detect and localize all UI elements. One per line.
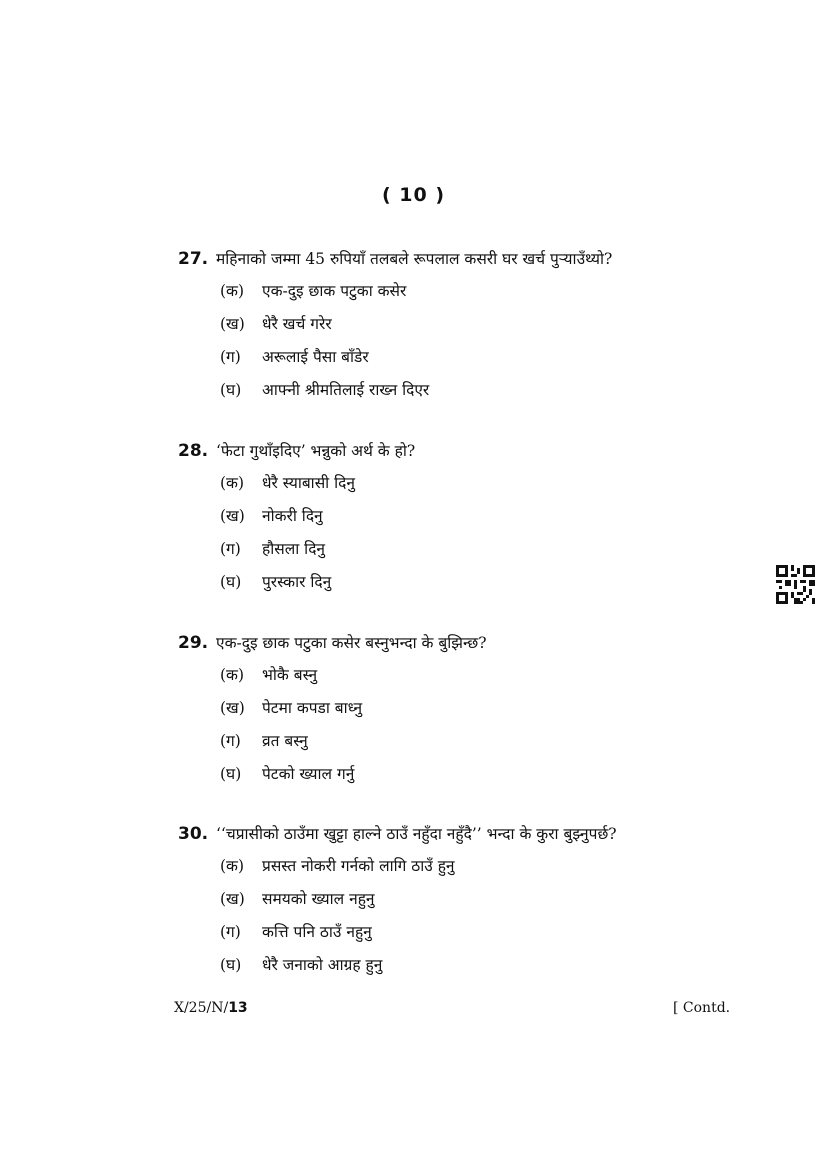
question-text: एक-दुइ छाक पटुका कसेर बस्नुभन्दा के बुझिन्छ? xyxy=(216,634,487,652)
question-29 xyxy=(178,631,738,795)
option-label: (ख) xyxy=(220,699,245,717)
option xyxy=(220,729,738,762)
option-label: (घ) xyxy=(220,956,242,974)
option xyxy=(220,663,738,696)
question-number: 27. xyxy=(178,249,209,269)
question-30 xyxy=(178,822,738,986)
option xyxy=(220,887,738,920)
option-text: नोकरी दिनु xyxy=(262,507,323,525)
option xyxy=(220,504,738,537)
option-label: (ग) xyxy=(220,348,241,366)
option-label: (क) xyxy=(220,857,244,875)
question-27 xyxy=(178,247,738,411)
option xyxy=(220,312,738,345)
option-label: (ग) xyxy=(220,540,241,558)
option xyxy=(220,471,738,504)
option-label: (घ) xyxy=(220,573,242,591)
option-text: पेटमा कपडा बाध्नु xyxy=(262,699,363,717)
option-text: आफ्नी श्रीमतिलाई राख्न दिएर xyxy=(262,381,430,399)
option xyxy=(220,762,738,795)
option-text: पुरस्कार दिनु xyxy=(262,573,332,591)
continued-label: [ Contd. xyxy=(673,1000,731,1016)
option xyxy=(220,696,738,729)
option-text: धेरै खर्च गरेर xyxy=(262,315,332,333)
option xyxy=(220,920,738,953)
option-text: हौसला दिनु xyxy=(262,540,326,558)
option-label: (क) xyxy=(220,474,244,492)
paper-code xyxy=(174,1000,248,1016)
option xyxy=(220,378,738,411)
option xyxy=(220,279,738,312)
option-text: पेटको ख्याल गर्नु xyxy=(262,765,355,783)
option-label: (ख) xyxy=(220,507,245,525)
option-label: (ख) xyxy=(220,890,245,908)
option-text: प्रसस्त नोकरी गर्नको लागि ठाउँ हुनु xyxy=(262,857,455,875)
option xyxy=(220,345,738,378)
option-text: व्रत बस्नु xyxy=(262,732,308,750)
option-text: समयको ख्याल नहुनु xyxy=(262,890,375,908)
option xyxy=(220,953,738,986)
option-text: एक-दुइ छाक पटुका कसेर xyxy=(262,282,407,300)
option-label: (क) xyxy=(220,282,244,300)
option-label: (ग) xyxy=(220,923,241,941)
option-text: भोकै बस्नु xyxy=(262,666,318,684)
question-28 xyxy=(178,439,738,603)
page-number: ( 10 ) xyxy=(381,184,446,206)
paper-code-number: 13 xyxy=(228,1000,248,1016)
question-text: ‘‘चप्रासीको ठाउँमा खुट्टा हाल्ने ठाउँ नहुँदा नहुँदै’’ भन्दा के कुरा बुझ्नुपर्छ? xyxy=(216,825,617,843)
option-label: (क) xyxy=(220,666,244,684)
qr-code-icon xyxy=(776,565,815,604)
option-label: (घ) xyxy=(220,381,242,399)
question-number: 29. xyxy=(178,633,209,653)
option-text: धेरै स्याबासी दिनु xyxy=(262,474,355,492)
option xyxy=(220,854,738,887)
option-label: (ख) xyxy=(220,315,245,333)
option-label: (ग) xyxy=(220,732,241,750)
option xyxy=(220,570,738,603)
question-number: 28. xyxy=(178,441,209,461)
option-text: कत्ति पनि ठाउँ नहुनु xyxy=(262,923,372,941)
paper-code-prefix: X/25/N/ xyxy=(174,1000,229,1016)
question-text: ‘फेटा गुथाँइदिए’ भन्नुको अर्थ के हो? xyxy=(216,442,416,460)
option-label: (घ) xyxy=(220,765,242,783)
question-number: 30. xyxy=(178,824,209,844)
option-text: अरूलाई पैसा बाँडेर xyxy=(262,348,369,366)
option-text: धेरै जनाको आग्रह हुनु xyxy=(262,956,383,974)
option xyxy=(220,537,738,570)
question-text: महिनाको जम्मा 45 रुपियाँ तलबले रूपलाल कसरी घर खर्च पुर्‍याउँथ्यो? xyxy=(216,250,613,268)
